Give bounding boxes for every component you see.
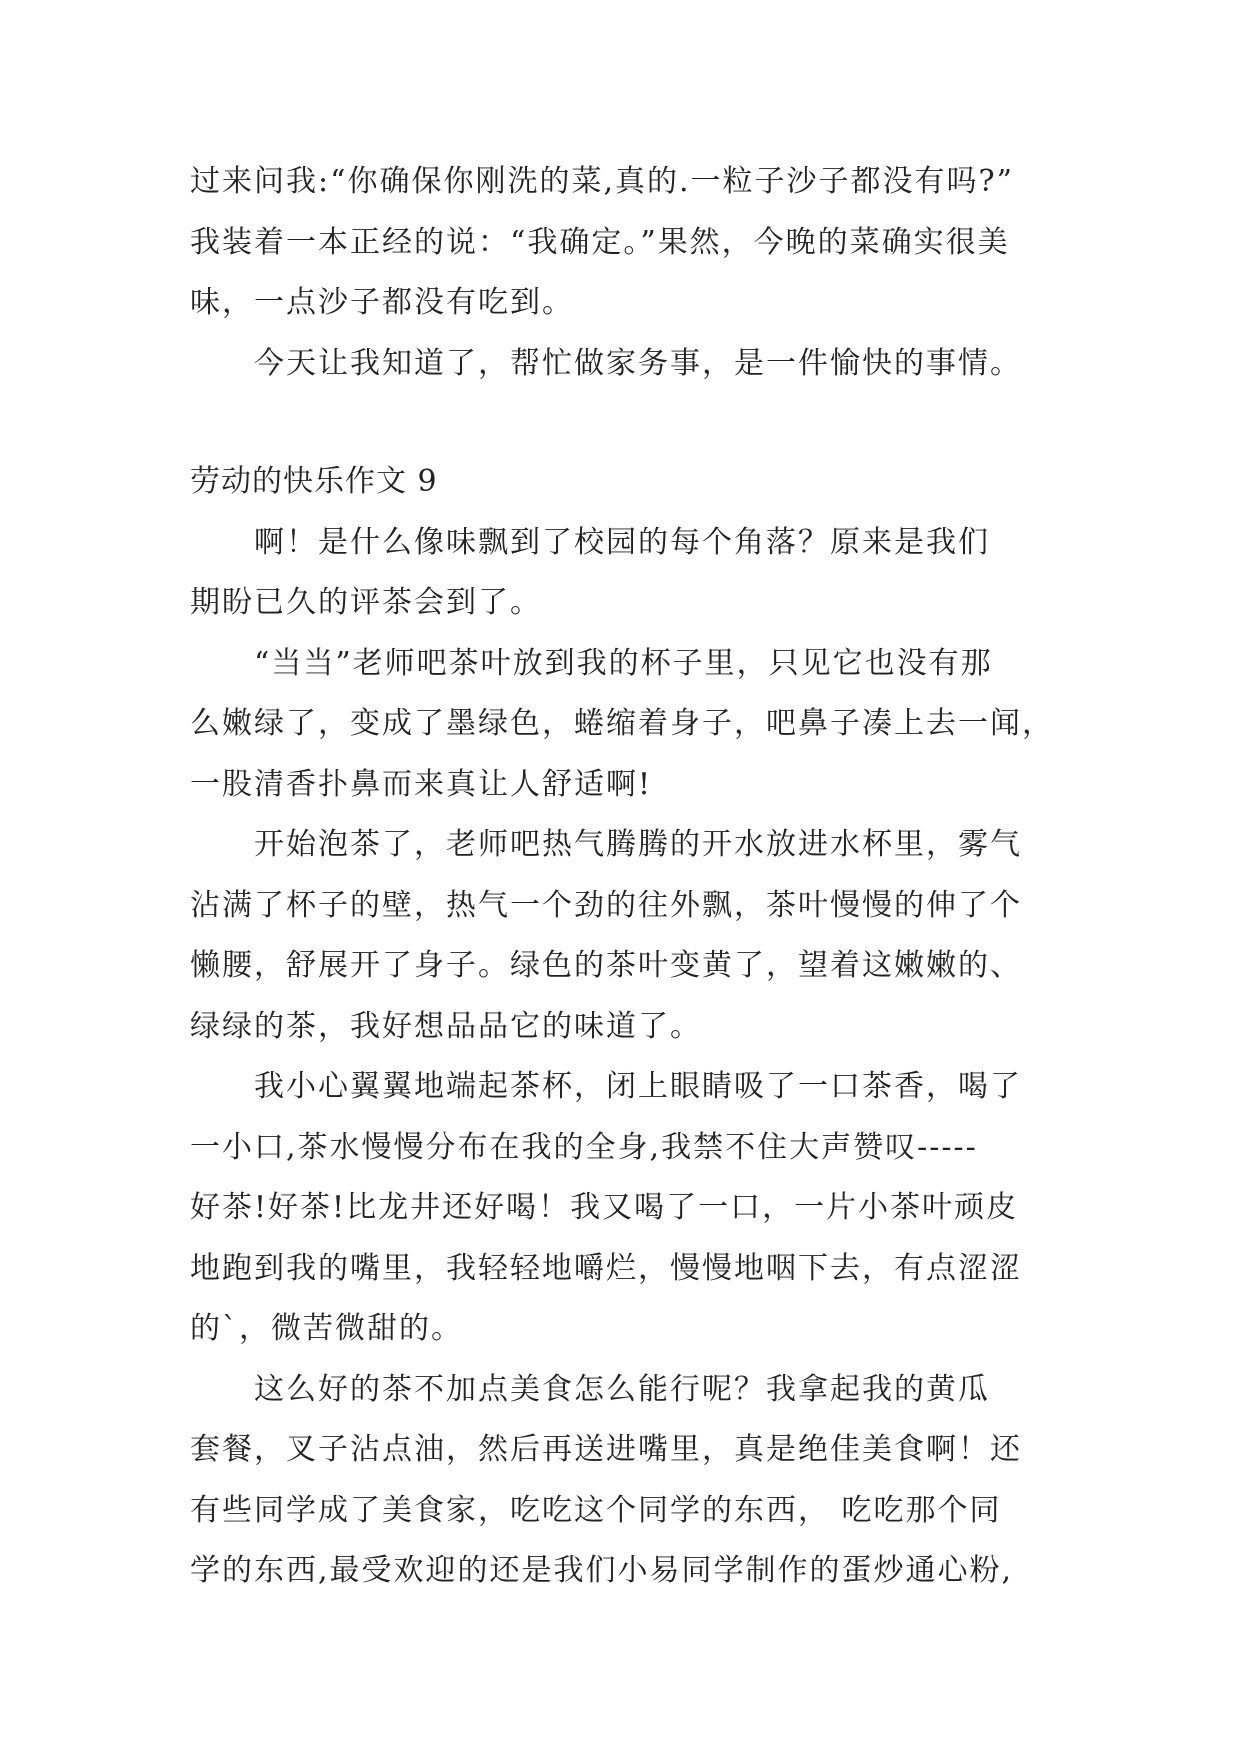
paragraph-line: 好茶!好茶!比龙井还好喝！我又喝了一口，一片小茶叶顽皮 — [190, 1190, 1019, 1225]
paragraph-line: 期盼已久的评茶会到了。 — [190, 585, 542, 620]
paragraph — [190, 1057, 1090, 1360]
section-gap — [190, 394, 1090, 452]
paragraph — [190, 513, 1090, 634]
paragraph-line: 开始泡茶了，老师吧热气腾腾的开水放进水杯里，雾气 — [254, 827, 1022, 862]
paragraph-line: 一股清香扑鼻而来真让人舒适啊! — [190, 766, 653, 802]
text-line: 我装着一本正经的说：“我确定。”果然，今晚的菜确实很美 — [190, 224, 1010, 260]
paragraph-line: 今天让我知道了，帮忙做家务事，是一件愉快的事情。 — [254, 345, 1022, 381]
paragraph-line: 套餐，叉子沾点油，然后再送进嘴里，真是绝佳美食啊！还 — [190, 1432, 1022, 1467]
paragraph-line: 学的东西,最受欢迎的还是我们小易同学制作的蛋炒通心粉, — [190, 1553, 1014, 1588]
paragraph-line: 沾满了杯子的壁，热气一个劲的往外飘，茶叶慢慢的伸了个 — [190, 887, 1022, 923]
paragraph-line: 一小口,茶水慢慢分布在我的全身,我禁不住大声赞叹----- — [190, 1129, 978, 1165]
text-line: 味，一点沙子都没有吃到。 — [190, 285, 574, 320]
paragraph-line: 懒腰，舒展开了身子。绿色的茶叶变黄了，望着这嫩嫩的、 — [190, 948, 1022, 983]
paragraph — [190, 815, 1090, 1057]
essay-title: 劳动的快乐作文 9 — [190, 464, 438, 499]
paragraph — [190, 1360, 1090, 1602]
paragraph-line: 绿绿的茶，我好想品品它的味道了。 — [190, 1008, 702, 1044]
paragraph-line: 我小心翼翼地端起茶杯，闭上眼睛吸了一口茶香，喝了 — [254, 1069, 1022, 1104]
paragraph-line: 么嫩绿了，变成了墨绿色，蜷缩着身子，吧鼻子凑上去一闻， — [190, 706, 1054, 741]
paragraph-line: 的`，微苦微甜的。 — [190, 1311, 463, 1346]
document-body — [190, 152, 1090, 1602]
paragraph-line: 这么好的茶不加点美食怎么能行呢？我拿起我的黄瓜 — [254, 1371, 990, 1407]
paragraph-line: 啊！是什么像味飘到了校园的每个角落？原来是我们 — [254, 524, 990, 560]
paragraph-line: 有些同学成了美食家，吃吃这个同学的东西， 吃吃那个同 — [190, 1492, 1002, 1528]
paragraph — [190, 634, 1090, 816]
text-line: 过来问我:“你确保你刚洗的菜,真的.一粒子沙子都没有吗?” — [190, 164, 1014, 199]
paragraph-line: “当当”老师吧茶叶放到我的杯子里，只见它也没有那 — [254, 645, 993, 681]
paragraph-line: 地跑到我的嘴里，我轻轻地嚼烂，慢慢地咽下去，有点涩涩 — [190, 1250, 1022, 1286]
